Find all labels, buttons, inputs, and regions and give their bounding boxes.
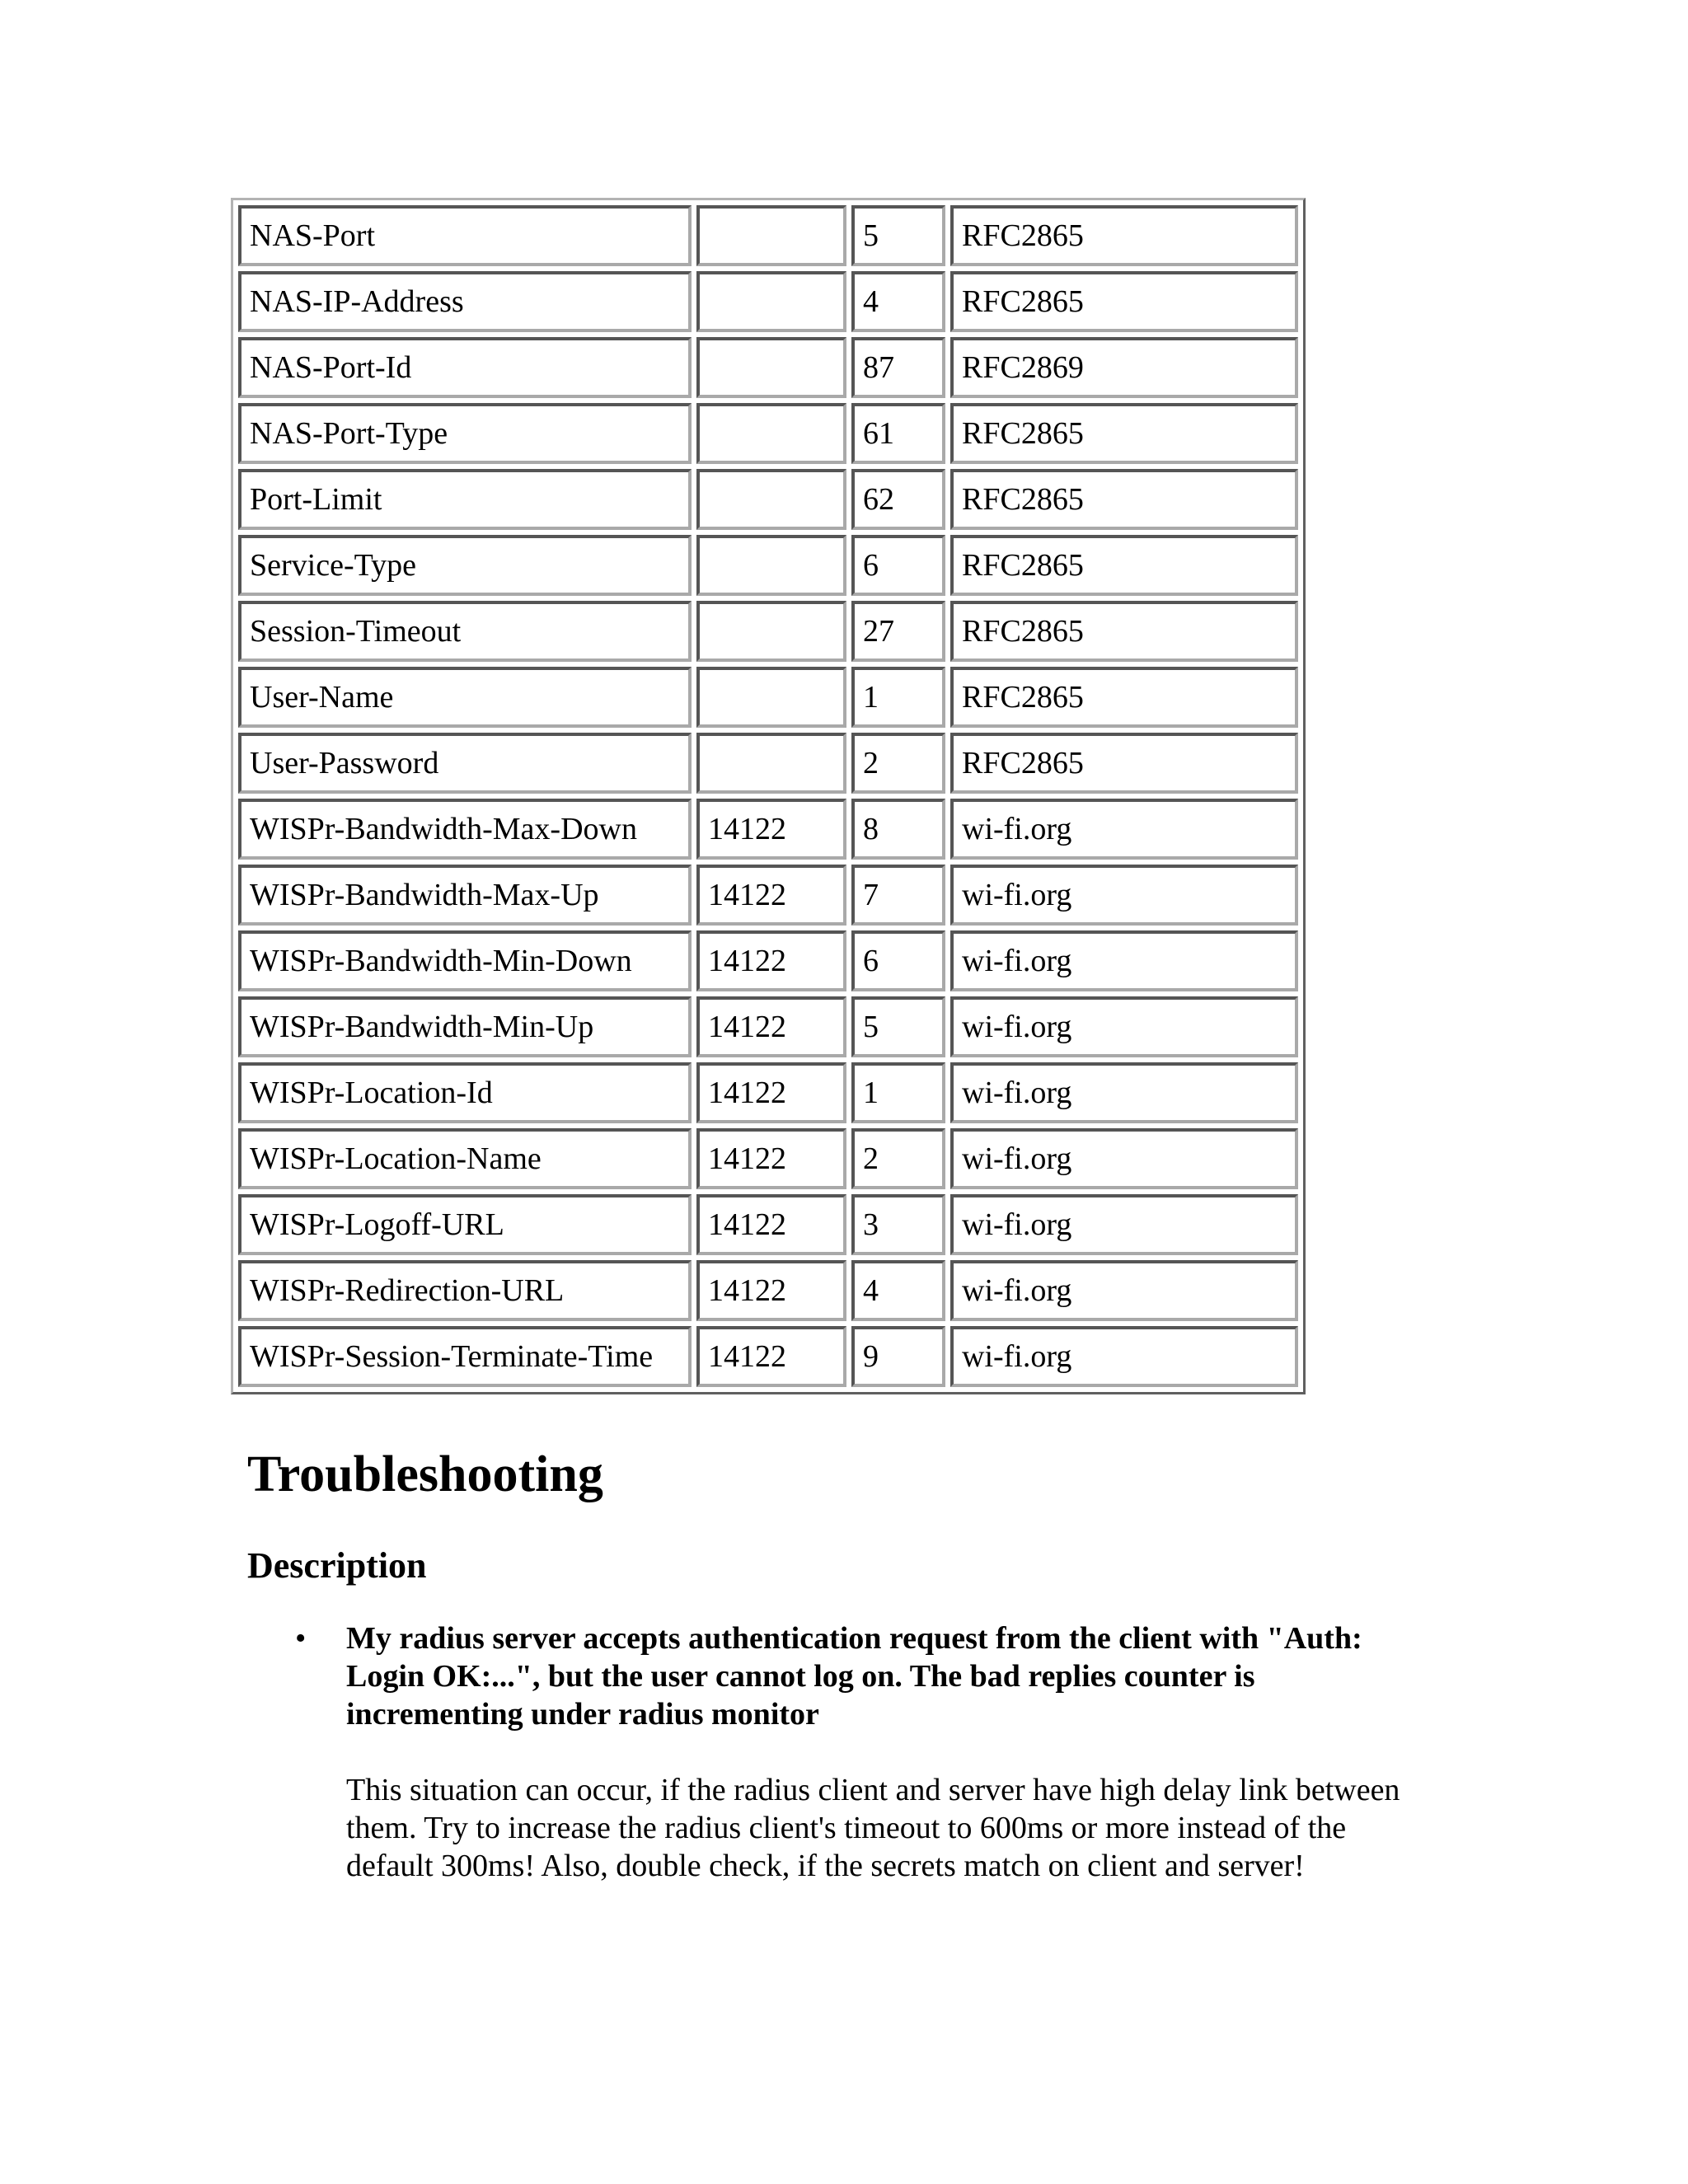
- vendor-id-cell: 14122: [696, 1062, 846, 1123]
- vendor-id-cell: 14122: [696, 996, 846, 1057]
- vendor-id-cell: 14122: [696, 1260, 846, 1321]
- vendor-id-cell: 14122: [696, 1326, 846, 1387]
- vendor-id-cell: [696, 337, 846, 398]
- source-cell: RFC2865: [950, 205, 1298, 266]
- answer-text: This situation can occur, if the radius client and server have high delay link between them. Try to increase the radius client's timeout to 600ms or more instead of the default 300ms! Also, double check, if the secrets match on client and server!: [346, 1773, 1400, 1883]
- attribute-id-cell: 5: [851, 996, 945, 1057]
- attribute-id-cell: 61: [851, 403, 945, 464]
- attribute-id-cell: 4: [851, 1260, 945, 1321]
- table-row: [238, 601, 1298, 662]
- source-cell: wi-fi.org: [950, 1326, 1298, 1387]
- attribute-id-cell: 1: [851, 667, 945, 728]
- attribute-name-cell: WISPr-Session-Terminate-Time: [238, 1326, 692, 1387]
- troubleshooting-list: [247, 1619, 1434, 1885]
- attribute-name-cell: WISPr-Bandwidth-Min-Down: [238, 930, 692, 991]
- vendor-id-cell: [696, 733, 846, 794]
- attribute-name-cell: Service-Type: [238, 535, 692, 596]
- attribute-name-cell: NAS-Port-Type: [238, 403, 692, 464]
- table-row: [238, 799, 1298, 860]
- attribute-name-cell: WISPr-Redirection-URL: [238, 1260, 692, 1321]
- vendor-id-cell: [696, 667, 846, 728]
- attribute-name-cell: WISPr-Bandwidth-Max-Up: [238, 865, 692, 926]
- radius-attribute-table-body: [238, 205, 1298, 1387]
- table-row: [238, 1062, 1298, 1123]
- source-cell: RFC2865: [950, 535, 1298, 596]
- table-row: [238, 403, 1298, 464]
- attribute-name-cell: User-Password: [238, 733, 692, 794]
- attribute-name-cell: WISPr-Bandwidth-Max-Down: [238, 799, 692, 860]
- attribute-name-cell: WISPr-Bandwidth-Min-Up: [238, 996, 692, 1057]
- source-cell: RFC2865: [950, 733, 1298, 794]
- source-cell: wi-fi.org: [950, 1128, 1298, 1189]
- table-row: [238, 1128, 1298, 1189]
- question-text: My radius server accepts authentication request from the client with "Auth: Login OK:...", but the user cannot log on. The bad replies counter is incrementing under radius monitor: [346, 1621, 1362, 1732]
- vendor-id-cell: [696, 271, 846, 332]
- attribute-id-cell: 1: [851, 1062, 945, 1123]
- table-row: [238, 337, 1298, 398]
- attribute-name-cell: NAS-Port: [238, 205, 692, 266]
- attribute-id-cell: 62: [851, 469, 945, 530]
- attribute-id-cell: 2: [851, 733, 945, 794]
- source-cell: RFC2865: [950, 601, 1298, 662]
- radius-attribute-table: [231, 198, 1306, 1394]
- attribute-id-cell: 87: [851, 337, 945, 398]
- source-cell: RFC2865: [950, 403, 1298, 464]
- source-cell: wi-fi.org: [950, 1194, 1298, 1255]
- attribute-id-cell: 6: [851, 535, 945, 596]
- vendor-id-cell: [696, 469, 846, 530]
- table-row: [238, 205, 1298, 266]
- table-row: [238, 865, 1298, 926]
- attribute-id-cell: 6: [851, 930, 945, 991]
- attribute-id-cell: 2: [851, 1128, 945, 1189]
- attribute-name-cell: NAS-IP-Address: [238, 271, 692, 332]
- table-row: [238, 667, 1298, 728]
- attribute-id-cell: 8: [851, 799, 945, 860]
- table-row: [238, 1326, 1298, 1387]
- source-cell: wi-fi.org: [950, 996, 1298, 1057]
- source-cell: RFC2865: [950, 667, 1298, 728]
- section-subtitle: Description: [247, 1545, 427, 1586]
- source-cell: wi-fi.org: [950, 799, 1298, 860]
- table-row: [238, 733, 1298, 794]
- table-row: [238, 535, 1298, 596]
- vendor-id-cell: 14122: [696, 799, 846, 860]
- vendor-id-cell: [696, 403, 846, 464]
- attribute-name-cell: Port-Limit: [238, 469, 692, 530]
- attribute-name-cell: WISPr-Logoff-URL: [238, 1194, 692, 1255]
- table-row: [238, 1260, 1298, 1321]
- section-title: Troubleshooting: [247, 1446, 603, 1502]
- attribute-id-cell: 3: [851, 1194, 945, 1255]
- source-cell: RFC2865: [950, 469, 1298, 530]
- vendor-id-cell: [696, 601, 846, 662]
- source-cell: wi-fi.org: [950, 865, 1298, 926]
- source-cell: wi-fi.org: [950, 1260, 1298, 1321]
- vendor-id-cell: 14122: [696, 1128, 846, 1189]
- attribute-name-cell: User-Name: [238, 667, 692, 728]
- attribute-name-cell: WISPr-Location-Id: [238, 1062, 692, 1123]
- attribute-name-cell: WISPr-Location-Name: [238, 1128, 692, 1189]
- vendor-id-cell: [696, 535, 846, 596]
- bullet-marker: •: [295, 1621, 307, 1656]
- source-cell: RFC2869: [950, 337, 1298, 398]
- source-cell: RFC2865: [950, 271, 1298, 332]
- attribute-id-cell: 4: [851, 271, 945, 332]
- attribute-id-cell: 5: [851, 205, 945, 266]
- attribute-name-cell: Session-Timeout: [238, 601, 692, 662]
- source-cell: wi-fi.org: [950, 1062, 1298, 1123]
- vendor-id-cell: [696, 205, 846, 266]
- table-row: [238, 930, 1298, 991]
- attribute-id-cell: 9: [851, 1326, 945, 1387]
- vendor-id-cell: 14122: [696, 865, 846, 926]
- vendor-id-cell: 14122: [696, 1194, 846, 1255]
- list-item: [247, 1619, 1434, 1885]
- table-row: [238, 996, 1298, 1057]
- source-cell: wi-fi.org: [950, 930, 1298, 991]
- table-row: [238, 469, 1298, 530]
- vendor-id-cell: 14122: [696, 930, 846, 991]
- attribute-id-cell: 7: [851, 865, 945, 926]
- attribute-id-cell: 27: [851, 601, 945, 662]
- attribute-name-cell: NAS-Port-Id: [238, 337, 692, 398]
- table-row: [238, 1194, 1298, 1255]
- table-row: [238, 271, 1298, 332]
